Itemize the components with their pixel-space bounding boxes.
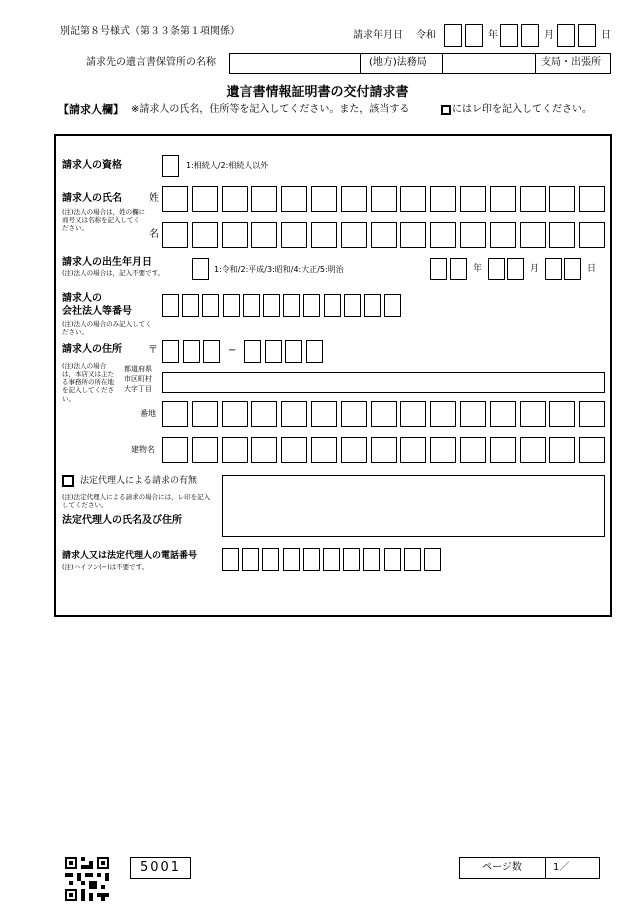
birth-year-box-2[interactable] [450,258,467,280]
mei-char-box[interactable] [460,222,486,248]
sei-char-box[interactable] [549,186,575,212]
birth-note: (注)法人の場合は，記入不要です。 [62,269,165,277]
mei-label: 名 [149,229,159,240]
birth-day-box-1[interactable] [545,258,562,280]
request-year-box-2[interactable] [465,24,483,47]
phone-digit-box[interactable] [404,548,421,571]
mei-char-box[interactable] [549,222,575,248]
request-date-label: 請求年月日 [353,30,403,41]
building-char-box[interactable] [430,437,456,463]
postal-mark: 〒 [148,345,158,356]
corp-number-digit-box[interactable] [303,294,320,317]
building-char-box[interactable] [490,437,516,463]
sei-char-box[interactable] [192,186,218,212]
page-count-value: 1／ [553,862,570,873]
postal-first-digit-box[interactable] [162,340,179,363]
pref-label-1: 都道府県 [124,365,152,373]
corp-number-digit-box[interactable] [202,294,219,317]
postal-dash: − [228,345,237,356]
mei-char-box[interactable] [162,222,188,248]
qualification-options: 1:相続人/2:相続人以外 [186,161,269,170]
banchi-char-box[interactable] [549,401,575,427]
phone-digit-box[interactable] [262,548,279,571]
banchi-char-box[interactable] [251,401,277,427]
sei-char-box[interactable] [281,186,307,212]
page-count-divider [545,857,546,879]
sei-char-box[interactable] [251,186,277,212]
corp-number-digit-box[interactable] [243,294,260,317]
postal-second-digit-box[interactable] [265,340,282,363]
request-day-unit: 日 [601,30,611,41]
postal-second-digit-box[interactable] [244,340,261,363]
building-char-box[interactable] [341,437,367,463]
page-title: 遺言書情報証明書の交付請求書 [226,85,409,100]
phone-digit-box[interactable] [222,548,239,571]
banchi-char-box[interactable] [222,401,248,427]
section-note-after: にはレ印を記入してください。 [452,104,592,115]
request-date-era: 令和 [416,30,436,41]
mei-char-box[interactable] [251,222,277,248]
building-char-box[interactable] [549,437,575,463]
corp-label-2: 会社法人等番号 [62,306,132,317]
address-label: 請求人の住所 [62,344,122,355]
sei-char-box[interactable] [222,186,248,212]
sei-char-box[interactable] [400,186,426,212]
mei-char-box[interactable] [579,222,605,248]
sei-char-box[interactable] [579,186,605,212]
banchi-char-box[interactable] [460,401,486,427]
banchi-char-box[interactable] [311,401,337,427]
phone-digit-box[interactable] [424,548,441,571]
agent-check-label: 法定代理人による請求の有無 [80,476,198,486]
agent-name-address-field[interactable] [222,475,605,537]
corp-number-digit-box[interactable] [384,294,401,317]
corp-number-digit-box[interactable] [283,294,300,317]
agent-label: 法定代理人の氏名及び住所 [62,515,182,526]
building-label: 建物名 [131,445,155,454]
building-char-box[interactable] [222,437,248,463]
request-month-box-1[interactable] [500,24,518,47]
building-char-box[interactable] [162,437,188,463]
phone-digit-box[interactable] [384,548,401,571]
sei-char-box[interactable] [490,186,516,212]
office-middle-label: (地方)法務局 [369,57,427,68]
birth-month-box-1[interactable] [488,258,505,280]
postal-second-digit-box[interactable] [285,340,302,363]
birth-day-unit: 日 [587,264,597,274]
corp-number-digit-box[interactable] [223,294,240,317]
building-char-box[interactable] [251,437,277,463]
pref-label-2: 市区町村 [124,375,152,383]
section-label: 【請求人欄】 [58,103,124,116]
sei-char-box[interactable] [371,186,397,212]
phone-note: (注)ハイフン(−)は不要です。 [62,563,149,571]
address-city-field[interactable] [162,372,605,393]
building-char-box[interactable] [460,437,486,463]
postal-first-digit-box[interactable] [203,340,220,363]
sei-char-box[interactable] [460,186,486,212]
checkbox-symbol-icon [441,105,451,115]
birth-year-unit: 年 [473,264,483,274]
qualification-box[interactable] [162,155,179,177]
mei-char-box[interactable] [371,222,397,248]
office-name-field[interactable] [229,53,361,74]
banchi-char-box[interactable] [490,401,516,427]
banchi-label: 番地 [140,409,156,418]
pref-label-3: 大字丁目 [124,385,152,393]
building-char-box[interactable] [192,437,218,463]
corp-label-1: 請求人の [62,293,102,304]
corp-number-digit-box[interactable] [263,294,280,317]
building-char-box[interactable] [371,437,397,463]
mei-char-box[interactable] [520,222,546,248]
sei-label: 姓 [149,193,159,204]
address-note: (注)法人の場合は，本店又は主たる事務所の所在地を記入してください。 [62,362,114,403]
postal-first-digit-box[interactable] [183,340,200,363]
corp-number-digit-box[interactable] [344,294,361,317]
request-day-box-2[interactable] [578,24,596,47]
banchi-char-box[interactable] [579,401,605,427]
banchi-char-box[interactable] [192,401,218,427]
request-year-box-1[interactable] [444,24,462,47]
birth-era-box[interactable] [192,258,209,280]
phone-label: 請求人又は法定代理人の電話番号 [62,551,198,561]
name-label: 請求人の氏名 [62,193,122,204]
phone-digit-box[interactable] [242,548,259,571]
request-month-unit: 月 [544,30,554,41]
corp-number-digit-box[interactable] [364,294,381,317]
birth-year-box-1[interactable] [430,258,447,280]
mei-char-box[interactable] [311,222,337,248]
birth-options: 1:令和/2:平成/3:昭和/4:大正/5:明治 [214,265,344,274]
birth-label: 請求人の出生年月日 [62,257,152,268]
sei-char-box[interactable] [311,186,337,212]
qualification-label: 請求人の資格 [62,160,122,171]
request-year-unit: 年 [488,30,498,41]
corp-note: (注)法人の場合のみ記入してください。 [62,320,152,337]
phone-digit-box[interactable] [343,548,360,571]
postal-second-digit-box[interactable] [306,340,323,363]
mei-char-box[interactable] [341,222,367,248]
form-code-number: 5001 [139,860,182,875]
phone-digit-box[interactable] [323,548,340,571]
building-char-box[interactable] [281,437,307,463]
request-day-box-1[interactable] [557,24,575,47]
building-char-box[interactable] [520,437,546,463]
corp-number-digit-box[interactable] [162,294,179,317]
birth-month-box-2[interactable] [507,258,524,280]
sei-char-box[interactable] [430,186,456,212]
mei-char-box[interactable] [490,222,516,248]
banchi-char-box[interactable] [400,401,426,427]
mei-char-box[interactable] [222,222,248,248]
sei-char-box[interactable] [341,186,367,212]
banchi-char-box[interactable] [430,401,456,427]
phone-digit-box[interactable] [303,548,320,571]
birth-month-unit: 月 [530,264,540,274]
phone-digit-box[interactable] [363,548,380,571]
phone-digit-box[interactable] [283,548,300,571]
mei-char-box[interactable] [192,222,218,248]
section-note-before: ※請求人の氏名，住所等を記入してください。また，該当する [131,104,410,115]
request-month-box-2[interactable] [521,24,539,47]
corp-number-digit-box[interactable] [182,294,199,317]
page-count-label: ページ数 [482,862,522,873]
banchi-char-box[interactable] [341,401,367,427]
corp-number-digit-box[interactable] [324,294,341,317]
banchi-char-box[interactable] [281,401,307,427]
agent-note: (注)法定代理人による請求の場合には，レ印を記入してください。 [62,493,211,510]
name-note: (注)法人の場合は，姓の欄に商号又は名称を記入してください。 [62,208,146,233]
office-branch-field[interactable] [442,53,536,74]
birth-day-box-2[interactable] [564,258,581,280]
agent-checkbox[interactable] [62,475,74,487]
office-right-label: 支局・出張所 [541,57,601,68]
banchi-char-box[interactable] [371,401,397,427]
form-code: 別記第８号様式（第３３条第１項関係） [60,26,240,37]
building-char-box[interactable] [400,437,426,463]
banchi-char-box[interactable] [162,401,188,427]
building-char-box[interactable] [311,437,337,463]
mei-char-box[interactable] [430,222,456,248]
office-label: 請求先の遺言書保管所の名称 [86,57,216,68]
mei-char-box[interactable] [400,222,426,248]
sei-char-box[interactable] [162,186,188,212]
building-char-box[interactable] [579,437,605,463]
mei-char-box[interactable] [281,222,307,248]
sei-char-box[interactable] [520,186,546,212]
banchi-char-box[interactable] [520,401,546,427]
qr-code-icon [65,857,109,901]
